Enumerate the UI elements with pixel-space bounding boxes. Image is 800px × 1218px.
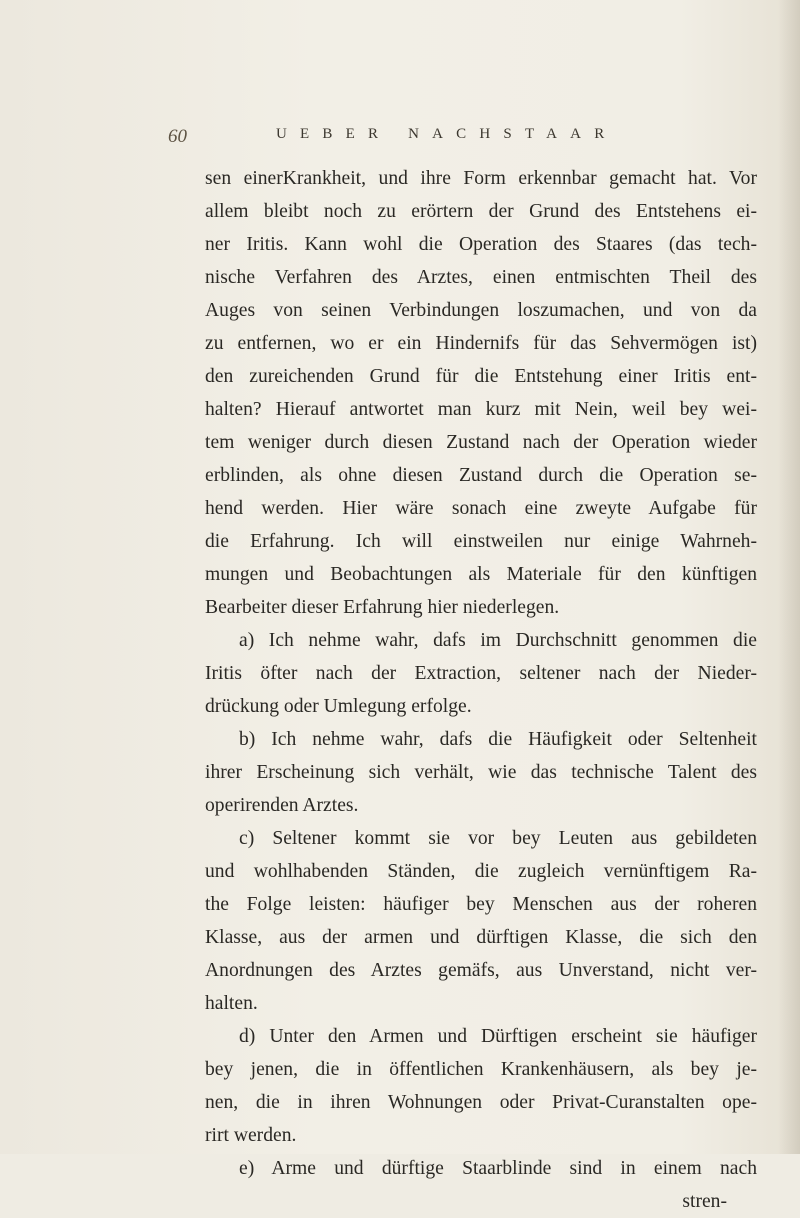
text-line: hend werden. Hier wäre sonach eine zweyte Aufgabe für (205, 498, 757, 519)
text-line: Anordnungen des Arztes gemäfs, aus Unverstand, nicht ver- (205, 960, 757, 981)
page-header (168, 122, 728, 152)
page-number: 60 (168, 126, 187, 147)
text-line: drückung oder Umlegung erfolge. (205, 696, 472, 717)
running-head: UEBER NACHSTAAR (276, 126, 618, 142)
text-line: und wohlhabenden Ständen, die zugleich vernünftigem Ra- (205, 861, 757, 882)
catchword: stren- (682, 1191, 727, 1212)
text-line: Auges von seinen Verbindungen loszumachen, und von da (205, 300, 757, 321)
text-line: operirenden Arztes. (205, 795, 359, 816)
text-line: allem bleibt noch zu erörtern der Grund des Entstehens ei- (205, 201, 757, 222)
text-line: nen, die in ihren Wohnungen oder Privat-Curanstalten ope- (205, 1092, 757, 1113)
list-item-d: d) Unter den Armen und Dürftigen erscheint sie häufiger (239, 1026, 757, 1047)
text-line: die Erfahrung. Ich will einstweilen nur einige Wahrneh- (205, 531, 757, 552)
page-edge-shadow (778, 0, 800, 1154)
text-line: sen einerKrankheit, und ihre Form erkennbar gemacht hat. Vor (205, 168, 757, 189)
text-line: halten? Hierauf antwortet man kurz mit Nein, weil bey wei- (205, 399, 757, 420)
list-item-e: e) Arme und dürftige Staarblinde sind in einem nach (239, 1158, 757, 1179)
text-line: tem weniger durch diesen Zustand nach der Operation wieder (205, 432, 757, 453)
list-item-c: c) Seltener kommt sie vor bey Leuten aus gebildeten (239, 828, 757, 849)
text-line: nische Verfahren des Arztes, einen entmischten Theil des (205, 267, 757, 288)
body-text (205, 162, 757, 1218)
text-line: erblinden, als ohne diesen Zustand durch die Operation se- (205, 465, 757, 486)
text-line: ihrer Erscheinung sich verhält, wie das technische Talent des (205, 762, 757, 783)
list-item-a: a) Ich nehme wahr, dafs im Durchschnitt genommen die (239, 630, 757, 651)
text-line: the Folge leisten: häufiger bey Menschen aus der roheren (205, 894, 757, 915)
text-line: zu entfernen, wo er ein Hindernifs für das Sehvermögen ist) (205, 333, 757, 354)
text-line: Bearbeiter dieser Erfahrung hier niederlegen. (205, 597, 560, 618)
text-line: Klasse, aus der armen und dürftigen Klasse, die sich den (205, 927, 757, 948)
text-line: den zureichenden Grund für die Entstehung einer Iritis ent- (205, 366, 757, 387)
text-line: halten. (205, 993, 258, 1014)
text-line: Iritis öfter nach der Extraction, seltener nach der Nieder- (205, 663, 757, 684)
text-line: mungen und Beobachtungen als Materiale für den künftigen (205, 564, 757, 585)
list-item-b: b) Ich nehme wahr, dafs die Häufigkeit oder Seltenheit (239, 729, 757, 750)
text-line: bey jenen, die in öffentlichen Krankenhäusern, als bey je- (205, 1059, 757, 1080)
text-line: ner Iritis. Kann wohl die Operation des Staares (das tech- (205, 234, 757, 255)
text-line: rirt werden. (205, 1125, 297, 1146)
